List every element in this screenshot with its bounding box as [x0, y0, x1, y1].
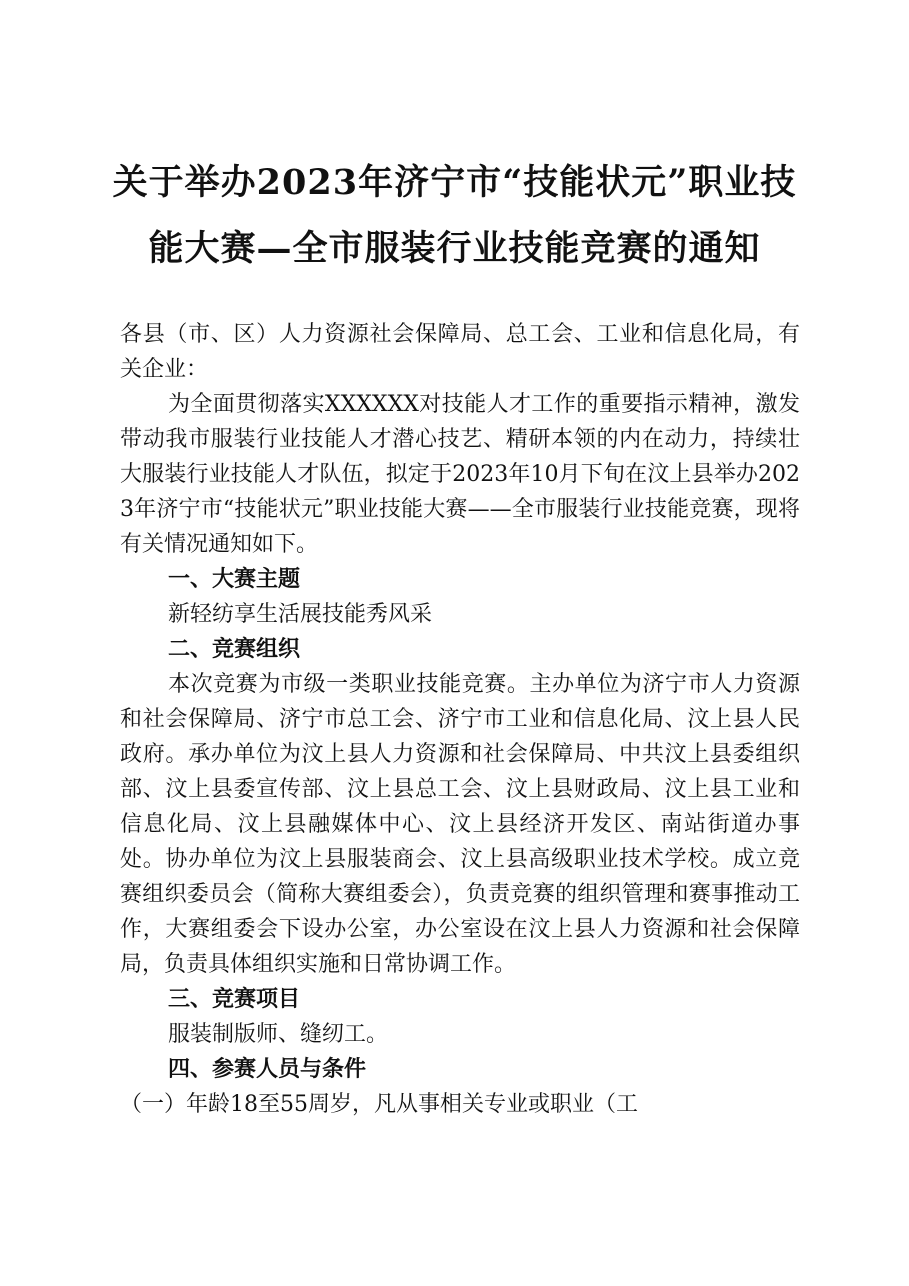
- section-text-participants: （一）年龄18至55周岁，凡从事相关专业或职业（工: [120, 1092, 638, 1117]
- section-text-organization: 本次竞赛为市级一类职业技能竞赛。主办单位为济宁市人力资源和社会保障局、济宁市总工会、济宁市工业和信息化局、汶上县人民政府。承办单位为汶上县人力资源和社会保障局、中共汶上县委组织部、汶上县委宣传部、汶上县总工会、汶上县财政局、汶上县工业和信息化局、汶上县融媒体中心、汶上县经济开发区、南站街道办事处。协办单位为汶上县服装商会、汶上县高级职业技术学校。成立竞赛组织委员会（简称大赛组委会），负责竞赛的组织管理和赛事推动工作，大赛组委会下设办公室，办公室设在汶上县人力资源和社会保障局，负责具体组织实施和日常协调工作。: [120, 672, 800, 977]
- title-line-1: 关于举办2023年济宁市“技能状元”职业技: [112, 162, 797, 203]
- document-body: [120, 317, 800, 1122]
- section-text-theme: 新轻纺享生活展技能秀风采: [168, 602, 433, 627]
- section-heading-events: 三、竞赛项目: [168, 987, 301, 1012]
- section-heading-theme: 一、大赛主题: [168, 567, 301, 592]
- section-heading-participants: 四、参赛人员与条件: [168, 1057, 367, 1082]
- document-title: [60, 150, 849, 282]
- title-line-2: 能大赛—全市服装行业技能竞赛的通知: [148, 228, 761, 269]
- salutation: 各县（市、区）人力资源社会保障局、总工会、工业和信息化局，有关企业：: [120, 322, 800, 382]
- section-heading-organization: 二、竞赛组织: [168, 637, 301, 662]
- intro-paragraph: 为全面贯彻落实XXXXXX对技能人才工作的重要指示精神，激发带动我市服装行业技能人才潜心技艺、精研本领的内在动力，持续壮大服装行业技能人才队伍，拟定于2023年10月下旬在汶上县举办2023年济宁市“技能状元”职业技能大赛——全市服装行业技能竞赛，现将有关情况通知如下。: [120, 392, 800, 557]
- section-text-events: 服装制版师、缝纫工。: [168, 1022, 389, 1047]
